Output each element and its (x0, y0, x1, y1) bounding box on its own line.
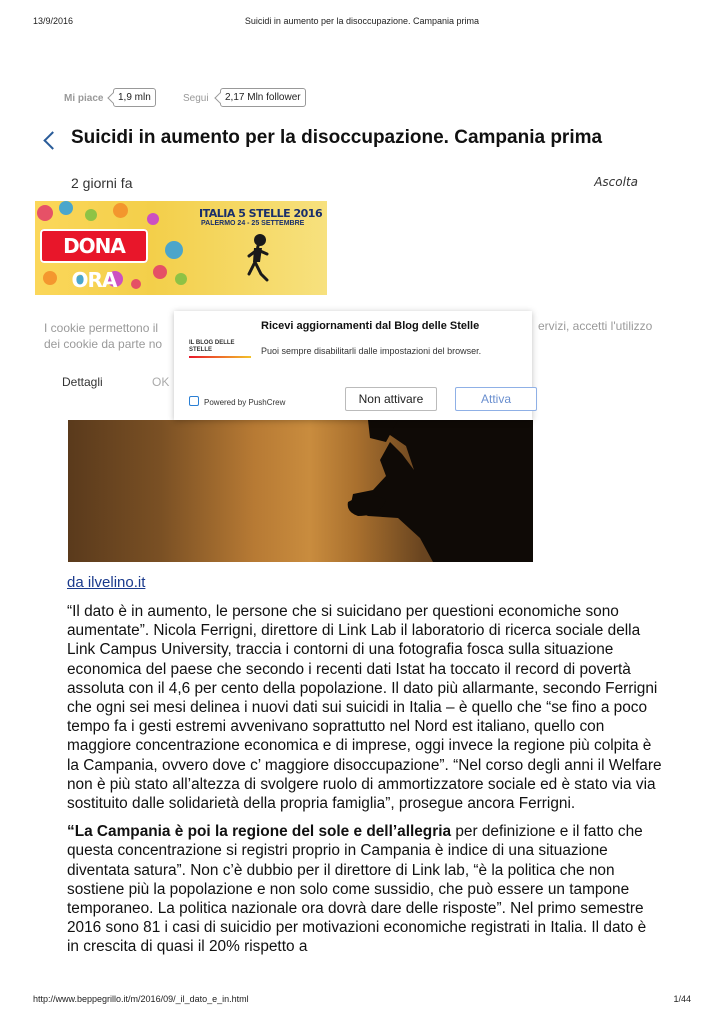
paragraph (67, 822, 662, 956)
print-date: 13/9/2016 (33, 16, 74, 26)
balloon-icon (113, 203, 128, 218)
like-count: 1,9 mln (113, 88, 156, 107)
article-body (67, 602, 662, 966)
push-body: Puoi sempre disabilitarli dalle impostazioni del browser. (261, 346, 482, 356)
cookie-text-start: I cookie permettono il (44, 321, 159, 335)
balloon-icon (153, 265, 167, 279)
page-number: 1/44 (673, 994, 691, 1004)
follow-button[interactable]: Segui (183, 93, 209, 104)
balloon-icon (85, 209, 97, 221)
accept-button[interactable]: Attiva (455, 387, 537, 411)
balloon-icon (147, 213, 159, 225)
balloon-icon (175, 273, 187, 285)
print-url: http://www.beppegrillo.it/m/2016/09/_il_dato_e_in.html (33, 994, 249, 1004)
cookie-text-end: ervizi, accetti l'utilizzo (538, 319, 653, 333)
listen-button[interactable]: Ascolta (594, 175, 638, 189)
event-subtitle: PALERMO 24 - 25 SETTEMBRE (201, 220, 305, 227)
paragraph: “Il dato è in aumento, le persone che si suicidano per questioni economiche sono aumentate”. Nicola Ferrigni, direttore di Link Lab il laboratorio di ricerca sociale della Link Campus University, traccia i contorni di una fotografia fosca sulla situazione economica del paese che secondo i recenti dati Istat ha toccato il record di povertà assoluta con il 4,6 per cento della popolazione. Il dato più allarmante, secondo Ferrigni che ogni sei mesi delinea i nuovi dati sui suicidi in Italia – è quello che “se fino a poco tempo fa i gesti estremi avvenivano soprattutto nel Nord est italiano, quello con maggiore concentrazione economica e di imprese, oggi invece la regione più colpita è la Campania, ovvero dove c’ maggiore disoccupazione”. “Nel corso degli anni il Welfare non è più stato all’altezza di svolgere ruolo di ammortizzatore sociale ed è stato via via sostituito dalle solidarietà della propria famiglia”, prosegue ancora Ferrigni. (67, 603, 662, 813)
running-child-icon (245, 234, 271, 284)
balloon-icon (59, 201, 73, 215)
logo-stripe (189, 356, 251, 358)
blog-logo-text: IL BLOG DELLE STELLE (189, 340, 235, 353)
cookie-ok-button[interactable]: OK (152, 375, 170, 389)
decline-button[interactable]: Non attivare (345, 387, 437, 411)
cookie-details-link[interactable]: Dettagli (62, 375, 103, 389)
balloon-icon (37, 205, 53, 221)
cookie-actions (62, 375, 170, 389)
print-footer (33, 994, 691, 1006)
donation-banner[interactable] (35, 201, 327, 295)
follower-count: 2,17 Mln follower (220, 88, 306, 107)
print-title: Suicidi in aumento per la disoccupazione. Campania prima (244, 16, 480, 26)
balloon-icon (165, 241, 183, 259)
balloon-icon (131, 279, 141, 289)
paragraph-bold-lead: “La Campania è poi la regione del sole e dell’allegria (67, 823, 452, 841)
back-chevron-icon[interactable] (40, 128, 59, 147)
silhouette-image (68, 420, 533, 562)
print-header (33, 16, 691, 30)
source-link[interactable]: da ilvelino.it (67, 574, 146, 591)
blog-logo (189, 340, 251, 364)
push-title: Ricevi aggiornamenti dal Blog delle Stelle (261, 320, 480, 332)
paragraph-text: per definizione e il fatto che questa concentrazione si registri proprio in Campania è indice di una situazione diventata satura”. Non c’è dubbio per il direttore di Link lab, “è la politica che non sostiene più la popolazione e non solo come sussidio, che può essere un tampone temporaneo. La politica nazionale ora dovrà dare delle risposte”. Nel primo semestre 2016 sono 81 i casi di suicidio per motivazioni economiche registrati in Italia. Il dato è in crescita di quasi il 20% rispetto a (67, 823, 647, 956)
like-button[interactable]: Mi piace (64, 93, 104, 104)
page-title: Suicidi in aumento per la disoccupazione. Campania prima (71, 127, 603, 148)
balloon-icon (43, 271, 57, 285)
pushcrew-credit[interactable]: Powered by PushCrew (189, 396, 285, 407)
social-bar (64, 87, 364, 109)
event-title: ITALIA 5 STELLE 2016 (199, 207, 323, 220)
donate-button[interactable]: DONA ORA (40, 229, 148, 263)
cookie-text-line2: dei cookie da parte no (44, 337, 163, 351)
push-notification-dialog (174, 311, 532, 420)
post-time: 2 giorni fa (71, 175, 133, 191)
article-photo (68, 420, 533, 562)
